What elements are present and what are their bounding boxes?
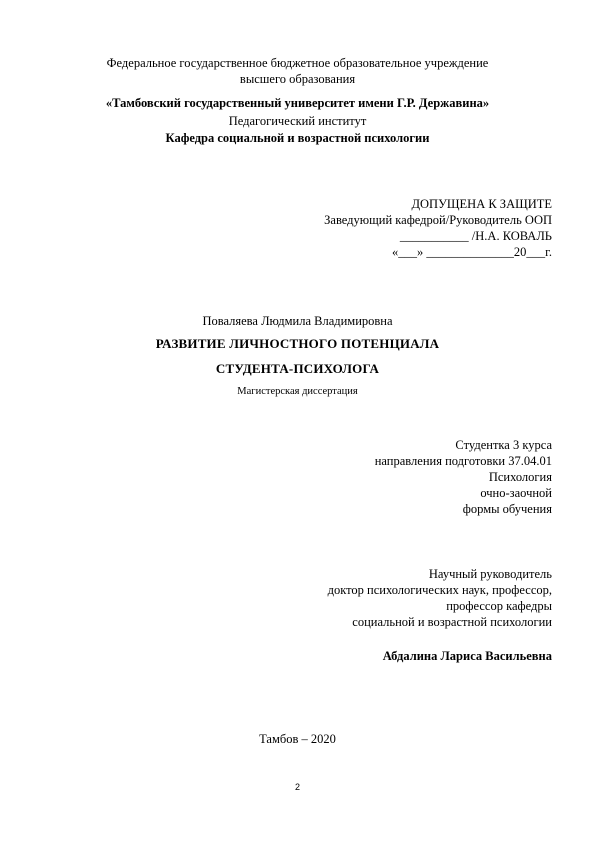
approval-date: «___» ______________20___г. — [392, 245, 552, 259]
approval-signature: ___________ /Н.А. КОВАЛЬ — [399, 229, 552, 243]
thesis-title-line-2: СТУДЕНТА-ПСИХОЛОГА — [215, 361, 380, 376]
supervisor-degree: доктор психологических наук, профессор, — [327, 583, 552, 597]
header-organization-line: Федеральное государственное бюджетное образовательное учреждение — [106, 56, 489, 70]
supervisor-name: Абдалина Лариса Васильевна — [382, 649, 552, 663]
institute-name: Педагогический институт — [228, 114, 367, 128]
supervisor-department: социальной и возрастной психологии — [352, 615, 552, 629]
student-info-line: формы обучения — [462, 502, 552, 516]
approval-role: Заведующий кафедрой/Руководитель ООП — [324, 213, 552, 227]
student-info-line: Психология — [488, 470, 552, 484]
supervisor-position: профессор кафедры — [446, 599, 552, 613]
university-name: «Тамбовский государственный университет имени Г.Р. Державина» — [105, 96, 490, 110]
page-number: 2 — [294, 782, 300, 792]
header-education-level: высшего образования — [239, 72, 356, 86]
student-info-line: Студентка 3 курса — [455, 438, 552, 452]
author-name: Поваляева Людмила Владимировна — [202, 314, 393, 328]
student-info-line: направления подготовки 37.04.01 — [374, 454, 552, 468]
student-info-line: очно-заочной — [480, 486, 552, 500]
city-year: Тамбов – 2020 — [259, 732, 336, 746]
thesis-title-line-1: РАЗВИТИЕ ЛИЧНОСТНОГО ПОТЕНЦИАЛА — [155, 336, 440, 351]
supervisor-label: Научный руководитель — [428, 567, 552, 581]
department-name: Кафедра социальной и возрастной психологии — [165, 131, 430, 145]
work-type: Магистерская диссертация — [237, 386, 358, 397]
approval-stamp: ДОПУЩЕНА К ЗАЩИТЕ — [411, 197, 552, 211]
